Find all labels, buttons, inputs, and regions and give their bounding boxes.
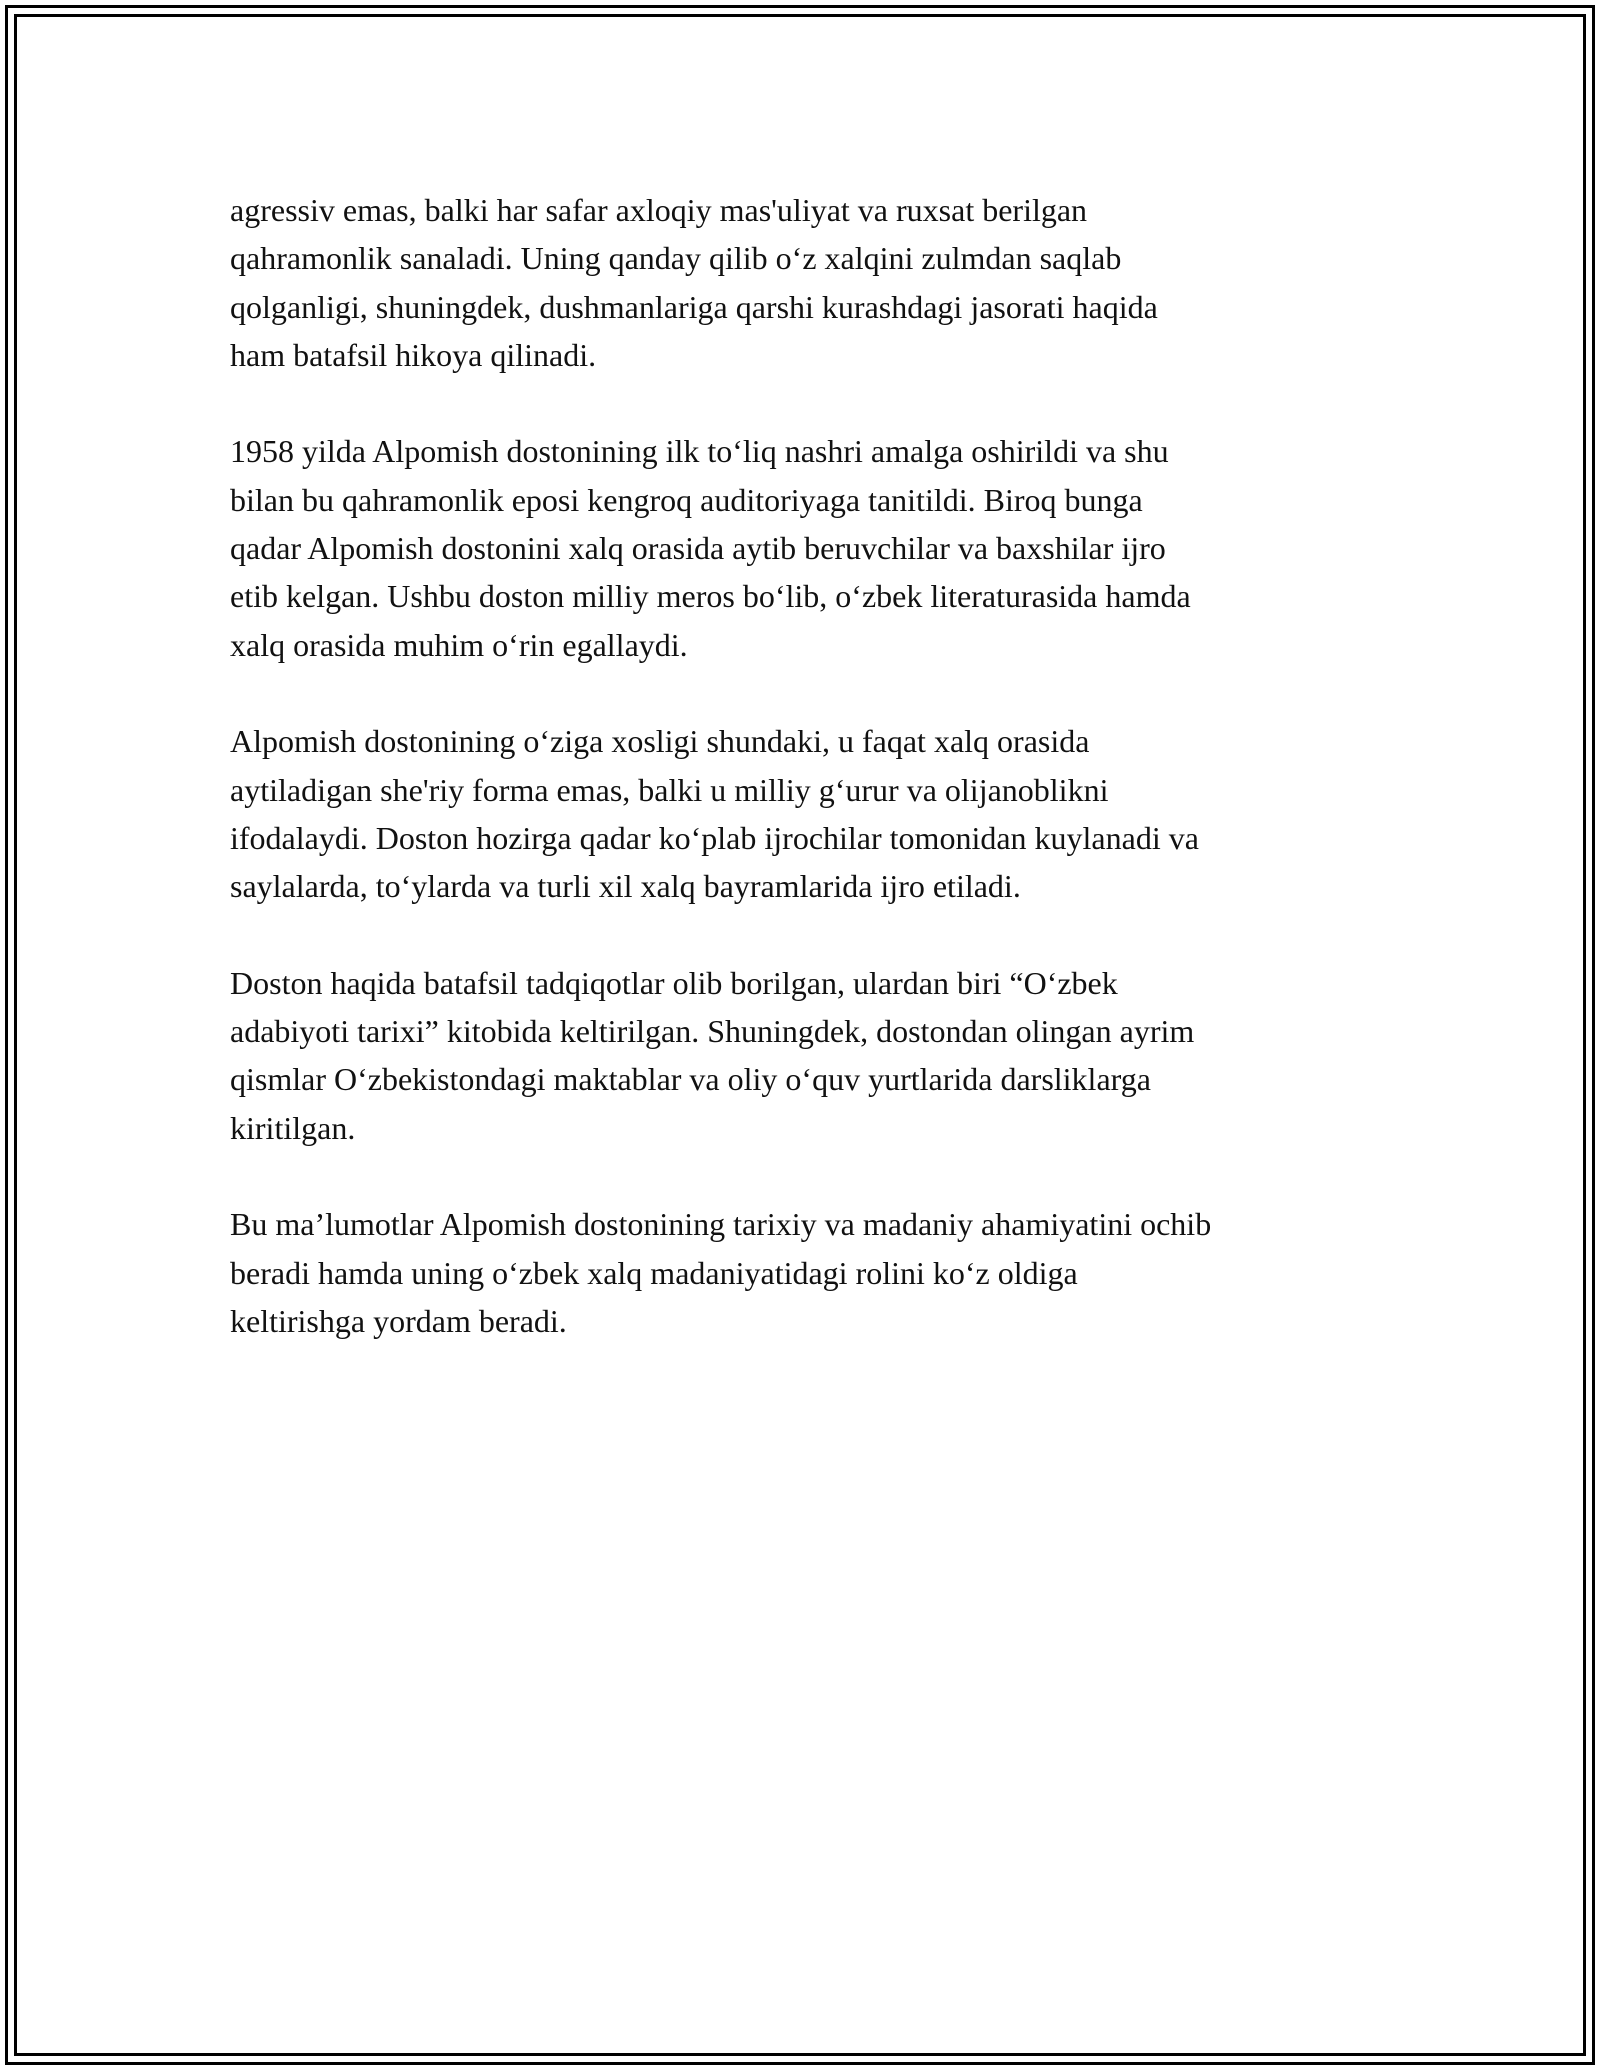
text-line: Alpomish dostonining o‘ziga xosligi shundaki, u faqat xalq orasida bbox=[230, 723, 1090, 760]
text-line: beradi hamda uning o‘zbek xalq madaniyatidagi rolini ko‘z oldiga bbox=[230, 1254, 1078, 1291]
text-line: bilan bu qahramonlik eposi kengroq auditoriyaga tanitildi. Biroq bunga bbox=[230, 481, 1143, 518]
text-line: aytiladigan she'riy forma emas, balki u milliy g‘urur va olijanoblikni bbox=[230, 771, 1109, 808]
text-line: 1958 yilda Alpomish dostonining ilk to‘liq nashri amalga oshirildi va shu bbox=[230, 433, 1169, 470]
paragraph-2 bbox=[230, 427, 1390, 668]
text-line: qolganligi, shuningdek, dushmanlariga qarshi kurashdagi jasorati haqida bbox=[230, 288, 1158, 325]
paragraph-1 bbox=[230, 186, 1390, 379]
text-line: qahramonlik sanaladi. Uning qanday qilib o‘z xalqini zulmdan saqlab bbox=[230, 240, 1122, 277]
text-line: agressiv emas, balki har safar axloqiy mas'uliyat va ruxsat berilgan bbox=[230, 192, 1088, 228]
text-line: qadar Alpomish dostonini xalq orasida aytib beruvchilar va baxshilar ijro bbox=[230, 530, 1166, 567]
paragraph-3 bbox=[230, 717, 1390, 910]
document-body bbox=[230, 186, 1390, 1393]
text-line: ham batafsil hikoya qilinadi. bbox=[230, 336, 597, 373]
text-line: adabiyoti tarixi” kitobida keltirilgan. Shuningdek, dostondan olingan ayrim bbox=[230, 1013, 1195, 1050]
text-line: xalq orasida muhim o‘rin egallaydi. bbox=[230, 626, 688, 663]
text-line: saylalarda, to‘ylarda va turli xil xalq bayramlarida ijro etiladi. bbox=[230, 868, 1021, 905]
paragraph-5 bbox=[230, 1200, 1390, 1345]
text-line: etib kelgan. Ushbu doston milliy meros bo‘lib, o‘zbek literaturasida hamda bbox=[230, 578, 1191, 615]
text-line: Doston haqida batafsil tadqiqotlar olib borilgan, ulardan biri “O‘zbek bbox=[230, 964, 1118, 1001]
text-line: ifodalaydi. Doston hozirga qadar ko‘plab ijrochilar tomonidan kuylanadi va bbox=[230, 819, 1199, 856]
text-line: Bu ma’lumotlar Alpomish dostonining tarixiy va madaniy ahamiyatini ochib bbox=[230, 1206, 1212, 1243]
text-line: keltirishga yordam beradi. bbox=[230, 1302, 567, 1339]
text-line: kiritilgan. bbox=[230, 1109, 356, 1146]
text-line: qismlar O‘zbekistondagi maktablar va oliy o‘quv yurtlarida darsliklarga bbox=[230, 1061, 1151, 1098]
paragraph-4 bbox=[230, 959, 1390, 1152]
